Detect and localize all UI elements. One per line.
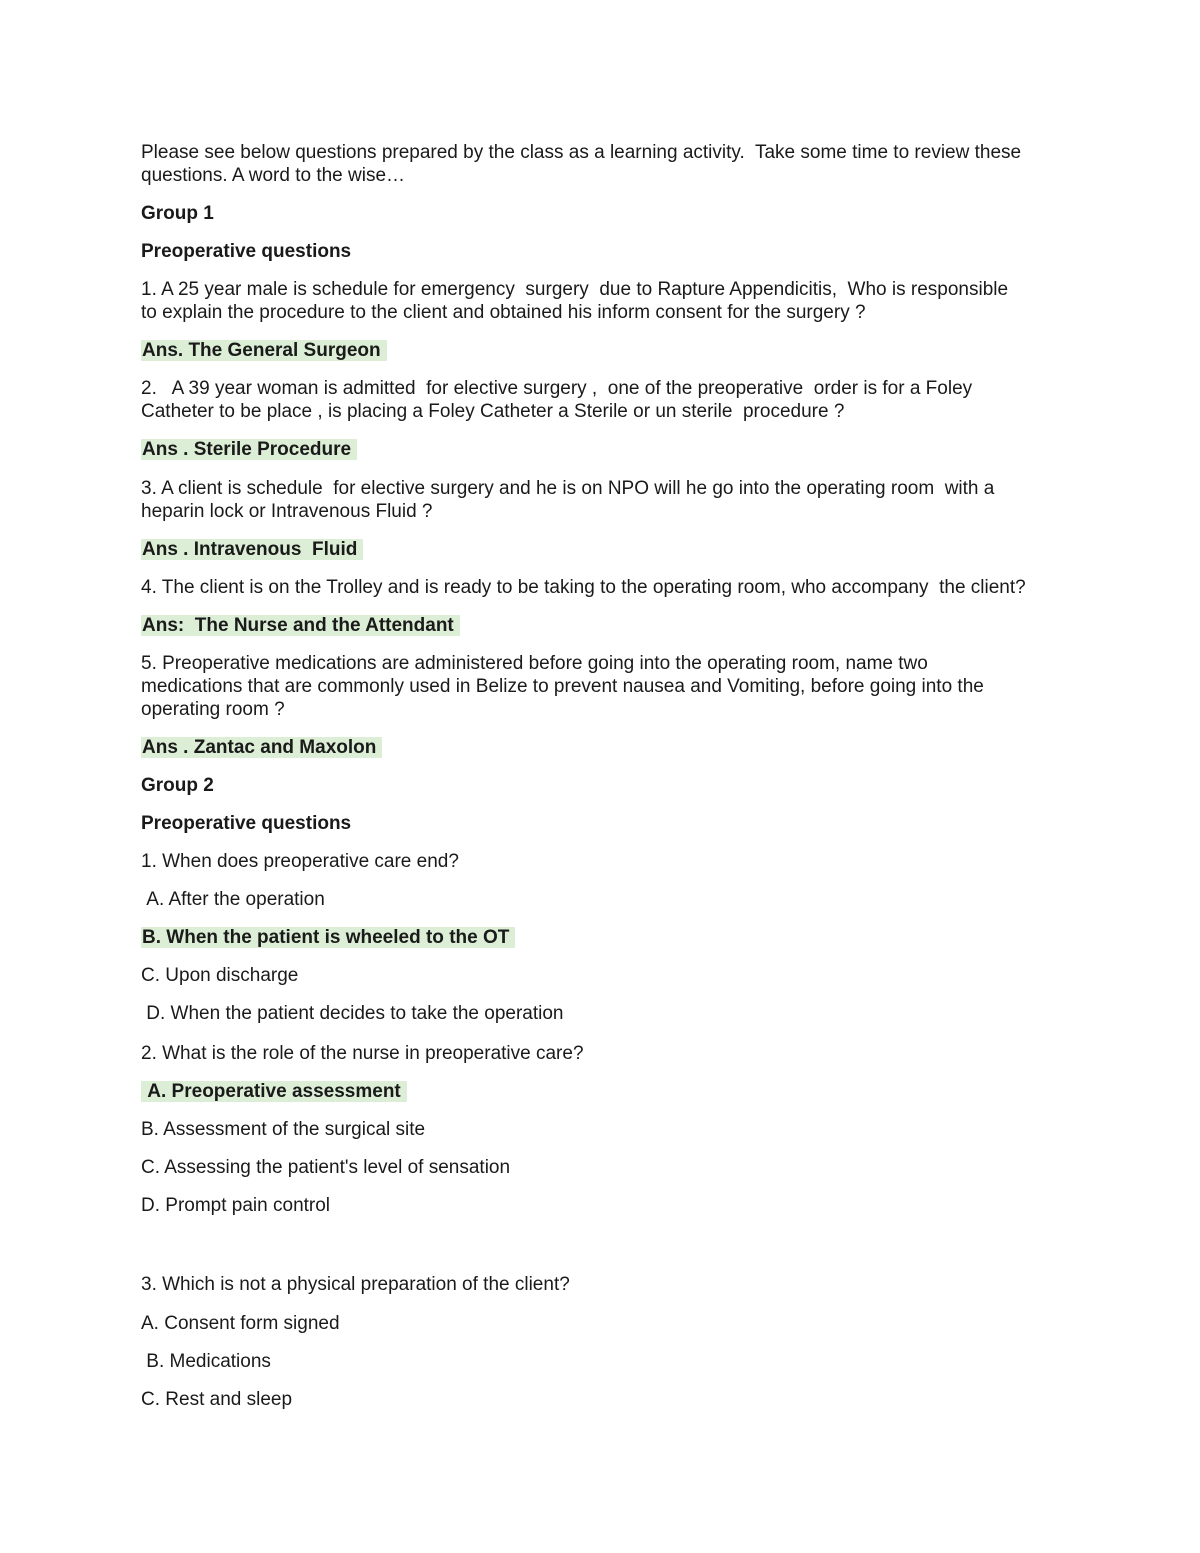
intro-paragraph: [141, 141, 1066, 187]
group1-question-2: 2. A 39 year woman is admitted for elective surgery , one of the preoperative order is for a Foley Catheter to be place , is placing a Foley Catheter a Sterile or un sterile procedure ?: [141, 378, 973, 422]
group1-question-5: 5. Preoperative medications are administered before going into the operating room, name two medications that are commonly used in Belize to prevent nausea and Vomiting, before going into the operating room ?: [141, 653, 984, 720]
group2-q2-option-d: D. Prompt pain control: [141, 1195, 331, 1216]
group1-answer-1: [141, 339, 387, 362]
answer-highlight: B. When the patient is wheeled to the OT: [141, 927, 515, 948]
group2-q3-option-b: B. Medications: [141, 1351, 271, 1372]
group1-question-1: 1. A 25 year male is schedule for emergency surgery due to Rapture Appendicitis, Who is responsible to explain the procedure to the client and obtained his inform consent for the surgery ?: [141, 279, 1009, 323]
group2-q2-option-b: B. Assessment of the surgical site: [141, 1119, 426, 1140]
answer-highlight: Ans . Sterile Procedure: [141, 439, 357, 460]
group1-subtitle: Preoperative questions: [141, 241, 352, 262]
answer-highlight: Ans: The Nurse and the Attendant: [141, 615, 460, 636]
answer-highlight: Ans. The General Surgeon: [141, 340, 387, 361]
group2-title: Group 2: [141, 775, 214, 796]
group2-question-1: 1. When does preoperative care end?: [141, 851, 459, 872]
answer-highlight: A. Preoperative assessment: [141, 1081, 407, 1102]
group1-answer-4: [141, 614, 460, 637]
group1-answer-2: [141, 438, 357, 461]
group1-title: Group 1: [141, 203, 214, 224]
group2-q2-option-c: C. Assessing the patient's level of sensation: [141, 1157, 511, 1178]
answer-highlight: Ans . Intravenous Fluid: [141, 539, 363, 560]
group2-question-3: 3. Which is not a physical preparation of the client?: [141, 1274, 570, 1295]
group2-q1-option-a: A. After the operation: [141, 889, 325, 910]
group1-answer-3: [141, 538, 363, 561]
group2-q1-option-c: C. Upon discharge: [141, 965, 299, 986]
group2-q2-option-a: [141, 1080, 407, 1103]
group1-answer-5: [141, 736, 382, 759]
group2-subtitle: Preoperative questions: [141, 813, 352, 834]
intro-line-1: Please see below questions prepared by the class as a learning activity. Take some time to review these: [141, 142, 1022, 163]
intro-line-2: questions. A word to the wise…: [141, 165, 406, 186]
group2-q3-option-c: C. Rest and sleep: [141, 1389, 293, 1410]
group2-question-2: 2. What is the role of the nurse in preoperative care?: [141, 1043, 584, 1064]
group2-q3-option-a: A. Consent form signed: [141, 1313, 340, 1334]
group1-question-3: 3. A client is schedule for elective surgery and he is on NPO will he go into the operating room with a heparin lock or Intravenous Fluid ?: [141, 478, 995, 522]
group2-q1-option-d: D. When the patient decides to take the operation: [141, 1003, 564, 1024]
group2-q1-option-b: [141, 926, 515, 949]
group1-question-4: 4. The client is on the Trolley and is ready to be taking to the operating room, who accompany the client?: [141, 577, 1026, 598]
answer-highlight: Ans . Zantac and Maxolon: [141, 737, 382, 758]
